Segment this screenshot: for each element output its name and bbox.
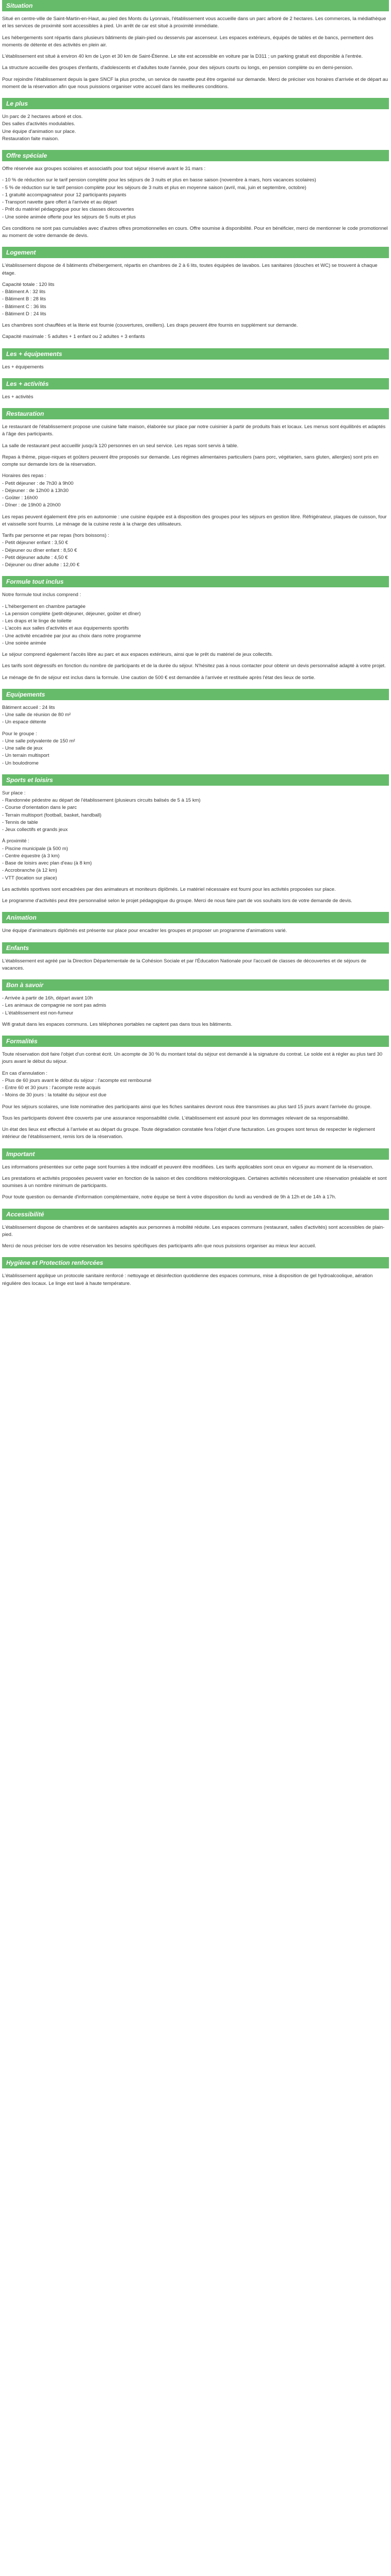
paragraph: En cas d'annulation : - Plus de 60 jours avant le début du séjour : l'acompte est remboursé - Entre 60 et 30 jours : l'acompte reste acquis - Moins de 30 jours : la totalité du séjour est due <box>2 1070 152 1098</box>
section-formule <box>0 576 391 689</box>
paragraph: Notre formule tout inclus comprend : <box>2 592 82 598</box>
paragraph: - Arrivée à partir de 16h, départ avant 10h - Les animaux de compagnie ne sont pas admis - L'établissement est non-fumeur <box>2 995 106 1016</box>
section-header-formalites: Formalités <box>2 1036 389 1047</box>
section-hygiene <box>0 1257 391 1295</box>
paragraph: Le programme d'activités peut être personnalisé selon le projet pédagogique du groupe. Merci de nous faire part de vos souhaits lors de votre demande de devis. <box>2 898 352 904</box>
section-header-hygiene: Hygiène et Protection renforcées <box>2 1257 389 1268</box>
section-le-plus <box>0 98 391 150</box>
paragraph: Merci de nous préciser lors de votre réservation les besoins spécifiques des participants afin que nous puissions organiser au mieux leur accueil. <box>2 1243 316 1249</box>
paragraph: - L'hébergement en chambre partagée - La pension complète (petit-déjeuner, déjeuner, goûter et dîner) - Les draps et le linge de toilette - L'accès aux salles d'activités et aux équipements sportifs - Une activité encadrée par jour au choix dans notre programme - Une soirée animée <box>2 603 141 646</box>
section-header-animation: Animation <box>2 912 389 923</box>
section-restauration <box>0 408 391 576</box>
paragraph: Le séjour comprend également l'accès libre au parc et aux espaces extérieurs, ainsi que le prêt du matériel de jeux collectifs. <box>2 652 273 657</box>
paragraph: À proximité : - Piscine municipale (à 500 m) - Centre équestre (à 3 km) - Base de loisirs avec plan d'eau (à 8 km) - Accrobranche (à 12 km) - VTT (location sur place) <box>2 838 92 881</box>
paragraph: La structure accueille des groupes d'enfants, d'adolescents et d'adultes toute l'année, pour des séjours courts ou longs, en pension complète ou en demi-pension. <box>2 65 353 71</box>
section-header-activites-plus: Les + activités <box>2 378 389 389</box>
paragraph: La salle de restaurant peut accueillir jusqu'à 120 personnes en un seul service. Les repas sont servis à table. <box>2 443 239 449</box>
paragraph: Les tarifs sont dégressifs en fonction du nombre de participants et de la durée du séjour. N'hésitez pas à nous contacter pour obtenir un devis personnalisé adapté à votre projet. <box>2 663 386 669</box>
section-important <box>0 1148 391 1209</box>
section-header-situation: Situation <box>2 0 389 11</box>
section-header-formule: Formule tout inclus <box>2 576 389 587</box>
paragraph: Les + activités <box>2 394 34 400</box>
section-bon-a-savoir <box>0 979 391 1036</box>
section-header-offre-speciale: Offre spéciale <box>2 150 389 161</box>
paragraph: Les hébergements sont répartis dans plusieurs bâtiments de plain-pied ou desservis par ascenseur. Les espaces extérieurs, équipés de tables et de bancs, permettent des moments de détente et des activités en plein air. <box>2 35 373 48</box>
paragraph: Le restaurant de l'établissement propose une cuisine faite maison, élaborée sur place par notre cuisinier à partir de produits frais et locaux. Les menus sont équilibrés et adaptés à l'âge des participants. <box>2 424 386 437</box>
section-header-accessibilite: Accessibilité <box>2 1209 389 1220</box>
paragraph: L'établissement est situé à environ 40 km de Lyon et 30 km de Saint-Étienne. Le site est accessible en voiture par la D311 ; un parking gratuit est disponible à l'entrée. <box>2 54 363 59</box>
paragraph: Horaires des repas : - Petit déjeuner : de 7h30 à 9h00 - Déjeuner : de 12h00 à 13h30 - Goûter : 16h00 - Dîner : de 19h00 à 20h00 <box>2 473 74 509</box>
paragraph: Pour le groupe : - Une salle polyvalente de 150 m² - Une salle de jeux - Un terrain multisport - Un boulodrome <box>2 731 75 766</box>
paragraph: Les prestations et activités proposées peuvent varier en fonction de la saison et des conditions météorologiques. Certaines activités nécessitent une réservation préalable et sont soumises à un nombre minimum de participants. <box>2 1175 387 1189</box>
section-equipements <box>0 689 391 774</box>
paragraph: Ces conditions ne sont pas cumulables avec d'autres offres promotionnelles en cours. Offre soumise à disponibilité. Pour en bénéficier, merci de mentionner le code promotionnel au moment de votre demande de devis. <box>2 225 388 239</box>
section-header-important: Important <box>2 1148 389 1160</box>
paragraph: Un état des lieux est effectué à l'arrivée et au départ du groupe. Toute dégradation constatée fera l'objet d'une facturation. Les groupes sont tenus de respecter le règlement intérieur de l'établissement, remis lors de la réservation. <box>2 1127 375 1140</box>
paragraph: Pour rejoindre l'établissement depuis la gare SNCF la plus proche, un service de navette peut être organisé sur demande. Merci de préciser vos horaires d'arrivée et de départ au moment de la réservation afin que nous puissions organiser votre accueil dans les meilleures conditions. <box>2 76 388 90</box>
section-sports <box>0 774 391 912</box>
paragraph: Repas à thème, pique-niques et goûters peuvent être proposés sur demande. Les régimes alimentaires particuliers (sans porc, végétarien, sans gluten, allergies) sont pris en compte sur demande lors de la réservation. <box>2 454 379 467</box>
section-formalites <box>0 1036 391 1148</box>
paragraph: Situé en centre-ville de Saint-Martin-en-Haut, au pied des Monts du Lyonnais, l'établissement vous accueille dans un parc arboré de 2 hectares. Les commerces, la médiathèque et les services de proximité sont accessibles à pied. Un arrêt de car est situé à proximité immédiate. <box>2 16 386 29</box>
paragraph: Offre réservée aux groupes scolaires et associatifs pour tout séjour réservé avant le 31 mars : <box>2 166 206 172</box>
section-logement <box>0 247 391 348</box>
paragraph: L'établissement dispose de chambres et de sanitaires adaptés aux personnes à mobilité réduite. Les espaces communs (restaurant, salles d'activités) sont accessibles de plain-pied. <box>2 1224 385 1238</box>
section-header-restauration: Restauration <box>2 408 389 419</box>
paragraph: Les + équipements <box>2 364 44 370</box>
section-equipements-plus <box>0 348 391 378</box>
section-header-enfants: Enfants <box>2 942 389 954</box>
paragraph: - 10 % de réduction sur le tarif pension complète pour les séjours de 3 nuits et plus en basse saison (novembre à mars, hors vacances scolaires) - 5 % de réduction sur le tarif pension complète pour les séjours de 3 nuits et plus en moyenne saison (avril, mai, juin et septembre, octobre) - 1 gratuité accompagnateur pour 12 participants payants - Transport navette gare offert à l'arrivée et au départ - Prêt du matériel pédagogique pour les classes découvertes - Une soirée animée offerte pour les séjours de 5 nuits et plus <box>2 177 316 220</box>
paragraph: L'établissement applique un protocole sanitaire renforcé : nettoyage et désinfection quotidienne des espaces communs, mise à disposition de gel hydroalcoolique, aération régulière des locaux. Le linge est lavé à haute température. <box>2 1273 373 1286</box>
paragraph: Pour toute question ou demande d'information complémentaire, notre équipe se tient à votre disposition du lundi au vendredi de 9h à 12h et de 14h à 17h. <box>2 1194 336 1200</box>
section-enfants <box>0 942 391 980</box>
section-header-equipements: Equipements <box>2 689 389 700</box>
paragraph: Tous les participants doivent être couverts par une assurance responsabilité civile. L'établissement est assuré pour les dommages relevant de sa responsabilité. <box>2 1115 349 1121</box>
paragraph: Pour les séjours scolaires, une liste nominative des participants ainsi que les fiches sanitaires devront nous être transmises au plus tard 15 jours avant l'arrivée du groupe. <box>2 1104 372 1110</box>
paragraph: L'établissement dispose de 4 bâtiments d'hébergement, répartis en chambres de 2 à 6 lits, toutes équipées de lavabos. Les sanitaires (douches et WC) se trouvent à chaque étage. <box>2 263 378 276</box>
section-header-logement: Logement <box>2 247 389 258</box>
section-situation <box>0 0 391 98</box>
paragraph: Une équipe d'animateurs diplômés est présente sur place pour encadrer les groupes et proposer un programme d'animations varié. <box>2 928 287 934</box>
section-header-le-plus: Le plus <box>2 98 389 109</box>
paragraph: Capacité totale : 120 lits - Bâtiment A : 32 lits - Bâtiment B : 28 lits - Bâtiment C : 36 lits - Bâtiment D : 24 lits <box>2 281 55 317</box>
paragraph: Les activités sportives sont encadrées par des animateurs et moniteurs diplômés. Le matériel nécessaire est fourni pour les activités proposées sur place. <box>2 886 336 892</box>
section-header-bon-a-savoir: Bon à savoir <box>2 979 389 991</box>
paragraph: Sur place : - Randonnée pédestre au départ de l'établissement (plusieurs circuits balisés de 5 à 15 km) - Course d'orientation dans le parc - Terrain multisport (football, basket, handball) - Tennis de table - Jeux collectifs et grands jeux <box>2 790 201 833</box>
paragraph: Toute réservation doit faire l'objet d'un contrat écrit. Un acompte de 30 % du montant total du séjour est demandé à la signature du contrat. Le solde est à régler au plus tard 30 jours avant le début du séjour. <box>2 1052 383 1065</box>
paragraph: Tarifs par personne et par repas (hors boissons) : - Petit déjeuner enfant : 3,50 € - Déjeuner ou dîner enfant : 8,50 € - Petit déjeuner adulte : 4,50 € - Déjeuner ou dîner adulte : 12,00 € <box>2 533 109 568</box>
paragraph: Le ménage de fin de séjour est inclus dans la formule. Une caution de 500 € est demandée à l'arrivée et restituée après l'état des lieux de sortie. <box>2 674 316 681</box>
paragraph: Les informations présentées sur cette page sont fournies à titre indicatif et peuvent être modifiées. Les tarifs applicables sont ceux en vigueur au moment de la réservation. <box>2 1164 373 1170</box>
paragraph: Bâtiment accueil : 24 lits - Une salle de réunion de 80 m² - Un espace détente <box>2 704 71 725</box>
section-offre-speciale <box>0 150 391 247</box>
paragraph: Wifi gratuit dans les espaces communs. Les téléphones portables ne captent pas dans tous les bâtiments. <box>2 1021 233 1027</box>
section-header-sports: Sports et loisirs <box>2 774 389 786</box>
section-animation <box>0 912 391 942</box>
paragraph: Capacité maximale : 5 adultes + 1 enfant ou 2 adultes + 3 enfants <box>2 334 145 340</box>
paragraph: L'établissement est agréé par la Direction Départementale de la Cohésion Sociale et par l'Éducation Nationale pour l'accueil de classes de découvertes et de séjours de vacances. <box>2 958 367 971</box>
section-header-equipements-plus: Les + équipements <box>2 348 389 360</box>
paragraph: Les repas peuvent également être pris en autonomie : une cuisine équipée est à disposition des groupes pour les séjours en gestion libre. Réfrigérateur, plaques de cuisson, four et vaisselle sont fournis. Le ménage de la cuisine reste à la charge des utilisateurs. <box>2 514 387 527</box>
section-accessibilite <box>0 1209 391 1258</box>
section-activites-plus <box>0 378 391 408</box>
paragraph: Les chambres sont chauffées et la literie est fournie (couvertures, oreillers). Les draps peuvent être fournis en supplément sur demande. <box>2 323 298 328</box>
paragraph: Un parc de 2 hectares arboré et clos. Des salles d'activités modulables. Une équipe d'animation sur place. Restauration faite maison. <box>2 114 83 142</box>
